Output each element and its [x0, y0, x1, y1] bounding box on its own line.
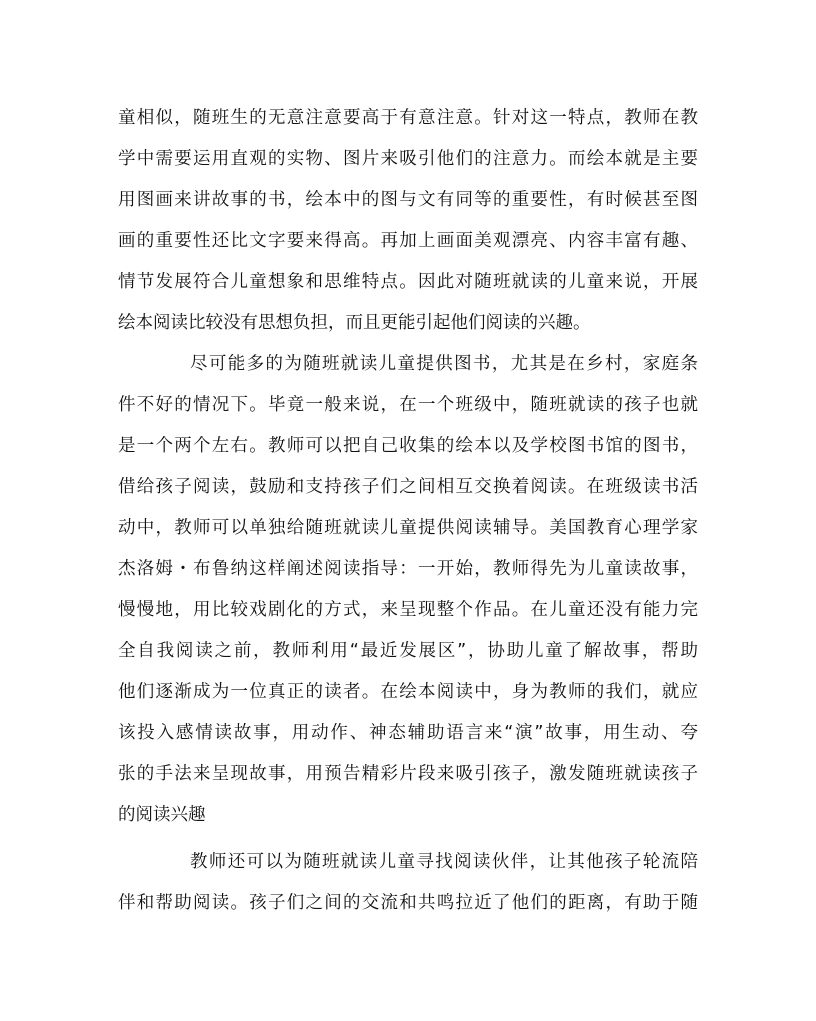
text-line: 动中，教师可以单独给随班就读儿童提供阅读辅导。美国教育心理学家 — [118, 518, 698, 538]
text-line: 借给孩子阅读，鼓励和支持孩子们之间相互交换着阅读。在班级读书活 — [118, 477, 698, 497]
text-line: 是一个两个左右。教师可以把自己收集的绘本以及学校图书馆的图书， — [118, 436, 698, 456]
text-line: 用图画来讲故事的书，绘本中的图与文有同等的重要性，有时候甚至图 — [118, 190, 698, 210]
text-line: 杰洛姆・布鲁纳这样阐述阅读指导：一开始，教师得先为儿童读故事， — [118, 559, 698, 579]
text-line: 情节发展符合儿童想象和思维特点。因此对随班就读的儿童来说，开展 — [118, 272, 698, 292]
text-line: 他们逐渐成为一位真正的读者。在绘本阅读中，身为教师的我们，就应 — [118, 682, 698, 702]
text-line: 张的手法来呈现故事，用预告精彩片段来吸引孩子，激发随班就读孩子 — [118, 764, 698, 784]
text-line: 绘本阅读比较没有思想负担，而且更能引起他们阅读的兴趣。 — [118, 313, 591, 333]
text-line: 该投入感情读故事，用动作、神态辅助语言来“演”故事，用生动、夸 — [118, 723, 698, 743]
text-line: 件不好的情况下。毕竟一般来说，在一个班级中，随班就读的孩子也就 — [118, 395, 698, 415]
text-line: 童相似，随班生的无意注意要高于有意注意。针对这一特点，教师在教 — [118, 108, 698, 128]
text-line: 慢慢地，用比较戏剧化的方式，来呈现整个作品。在儿童还没有能力完 — [118, 600, 698, 620]
text-line: 学中需要运用直观的实物、图片来吸引他们的注意力。而绘本就是主要 — [118, 149, 698, 169]
text-line: 教师还可以为随班就读儿童寻找阅读伙伴，让其他孩子轮流陪 — [190, 852, 698, 872]
text-line: 画的重要性还比文字要来得高。再加上画面美观漂亮、内容丰富有趣、 — [118, 231, 698, 251]
text-line: 全自我阅读之前，教师利用“最近发展区”，协助儿童了解故事，帮助 — [118, 641, 698, 661]
text-line: 尽可能多的为随班就读儿童提供图书，尤其是在乡村，家庭条 — [190, 354, 698, 374]
text-line: 的阅读兴趣 — [118, 805, 206, 825]
text-line: 伴和帮助阅读。孩子们之间的交流和共鸣拉近了他们的距离，有助于随 — [118, 893, 698, 913]
